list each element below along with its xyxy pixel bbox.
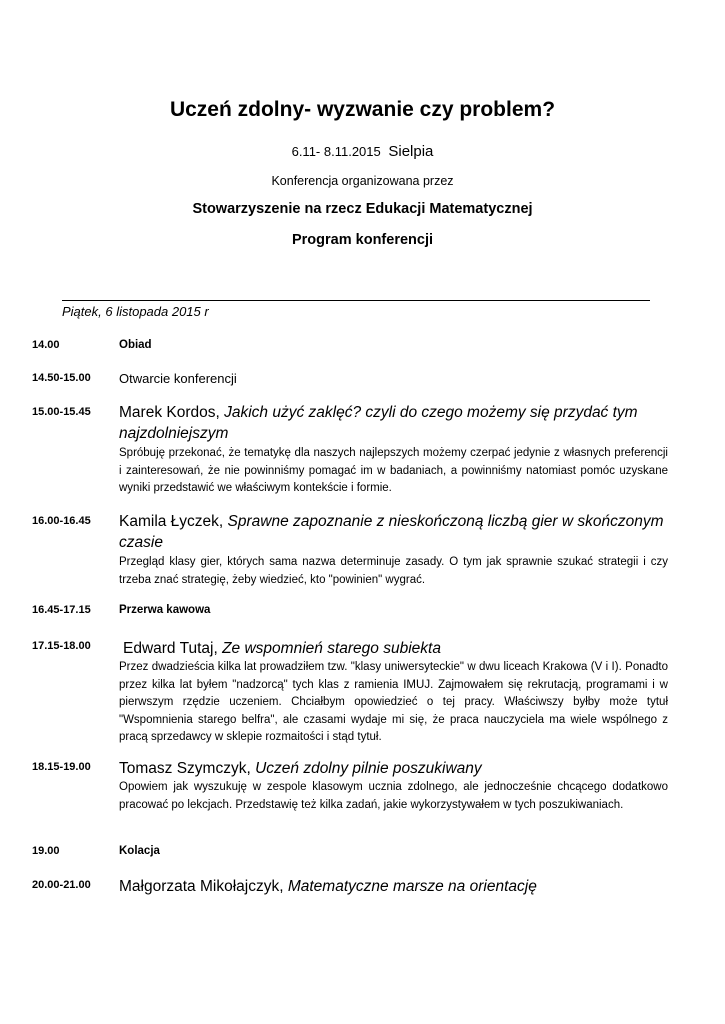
schedule-label: Obiad [119, 339, 152, 351]
talk-abstract: Przegląd klasy gier, których sama nazwa determinuje zasady. O tym jak sprawnie szukać strategii i czy trzeba znać strategię, żeby wiedzieć, kto "powinien" wygrać. [119, 556, 668, 586]
talk-heading [119, 876, 668, 897]
speaker-name: Marek Kordos, [119, 404, 220, 421]
organization-name: Stowarzyszenie na rzecz Edukacji Matematycznej [192, 201, 533, 217]
talk-topic: Ze wspomnień starego subiekta [222, 640, 441, 657]
talk-abstract: Przez dwadzieścia kilka lat prowadziłem tzw. "klasy uniwersyteckie" w dwu liceach Krakowa (V i I). Ponadto przez kilka lat byłem "nadzorcą" tych klas z ramienia IMUJ. Zajmowałem się rekrutacją, programami i w pierwszym rzędzie uczeniem. Chciałbym opowiedzieć o tej pracy. Właściwszy byłby może tytuł "Wspomnienia starego belfra", ale czasami wydaje mi się, że praca nauczyciela ma wiele wspólnego z pracą sprzedawcy w sklepie rozmaitości i stąd tytuł. [119, 661, 668, 743]
talk-heading [119, 511, 668, 553]
program-title: Program konferencji [291, 232, 433, 248]
talk-topic: Sprawne zapoznanie z nieskończoną liczbą gier w skończonym czasie [119, 513, 664, 551]
schedule-label: Kolacja [119, 845, 160, 857]
schedule-label: Przerwa kawowa [119, 604, 211, 616]
talk-content [119, 758, 668, 814]
schedule-label: Otwarcie konferencji [119, 371, 237, 386]
date-range: 6.11- 8.11.2015 [291, 144, 381, 159]
schedule-time: 19.00 [32, 845, 60, 857]
schedule-time: 17.15-18.00 [32, 640, 91, 652]
speaker-name: Małgorzata Mikołajczyk, [119, 878, 284, 895]
talk-content [119, 511, 668, 589]
conference-dates [0, 143, 725, 160]
talk-topic: Uczeń zdolny pilnie poszukiwany [255, 760, 482, 777]
schedule-time: 14.00 [32, 339, 60, 351]
talk-heading [119, 638, 668, 659]
talk-heading [119, 758, 668, 779]
talk-abstract: Spróbuję przekonać, że tematykę dla naszych najlepszych możemy czerpać jedynie z własnych preferencji i zainteresowań, że nie powinniśmy pomagać im w badaniach, a powinniśmy natomiast pomóc uzyskane wyniki przedstawić we właściwym kontekście i formie. [119, 447, 668, 494]
speaker-name: Tomasz Szymczyk, [119, 760, 251, 777]
document-title: Uczeń zdolny- wyzwanie czy problem? [169, 98, 556, 121]
talk-heading [119, 402, 668, 444]
schedule-time: 15.00-15.45 [32, 406, 91, 418]
schedule-time: 16.00-16.45 [32, 515, 91, 527]
organized-by-label: Konferencja organizowana przez [271, 174, 454, 188]
schedule-time: 16.45-17.15 [32, 604, 91, 616]
schedule-time: 18.15-19.00 [32, 761, 91, 773]
schedule-time: 14.50-15.00 [32, 372, 91, 384]
speaker-name: Kamila Łyczek, [119, 513, 224, 530]
speaker-name: Edward Tutaj, [123, 640, 218, 657]
talk-topic: Jakich użyć zaklęć? czyli do czego możemy się przydać tym najzdolniejszym [119, 404, 638, 442]
talk-content [119, 638, 668, 747]
talk-abstract: Opowiem jak wyszukuję w zespole klasowym ucznia zdolnego, ale jednocześnie chcącego dodatkowo pracować po lekcjach. Przedstawię też kilka zadań, jakie wykorzystywałem w tych poszukiwaniach. [119, 781, 668, 811]
talk-content [119, 402, 668, 498]
schedule-time: 20.00-21.00 [32, 879, 91, 891]
talk-content [119, 876, 668, 897]
conference-place: Sielpia [388, 143, 434, 160]
divider-line [62, 300, 650, 301]
talk-topic: Matematyczne marsze na orientację [287, 878, 537, 895]
day-heading: Piątek, 6 listopada 2015 r [62, 304, 209, 319]
